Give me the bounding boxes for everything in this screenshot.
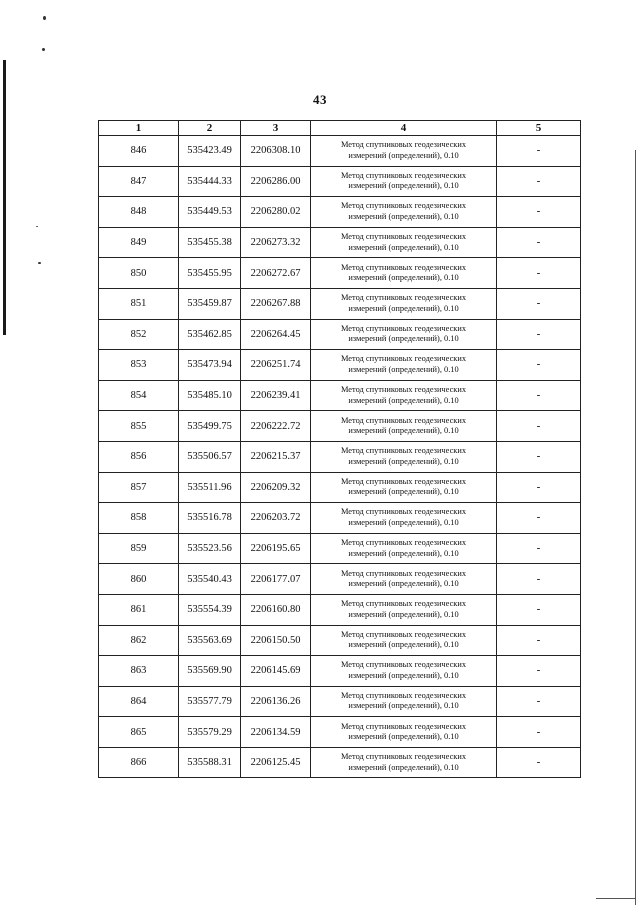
x-coordinate-cell: 535563.69 [179,625,241,656]
method-text-line: измерений (определений), 0.10 [348,242,459,252]
x-coordinate-cell: 535579.29 [179,717,241,748]
point-number-cell: 854 [99,380,179,411]
description-cell: - [497,411,581,442]
point-number-cell: 852 [99,319,179,350]
method-text-line: Метод спутниковых геодезических [340,660,467,670]
table-header-row [99,121,581,136]
scan-speck [36,226,38,227]
y-coordinate-cell: 2206145.69 [241,656,311,687]
table-row [99,227,581,258]
description-cell: - [497,656,581,687]
method-text-line: измерений (определений), 0.10 [348,395,459,405]
method-text-line: Метод спутниковых геодезических [340,476,467,486]
description-cell: - [497,319,581,350]
point-number-cell: 848 [99,197,179,228]
method-text-line: измерений (определений), 0.10 [348,273,459,283]
method-cell [311,747,497,778]
method-cell [311,533,497,564]
column-header: 4 [311,121,497,136]
table-row [99,380,581,411]
point-number-cell: 862 [99,625,179,656]
table-row [99,197,581,228]
description-cell: - [497,166,581,197]
table-row [99,166,581,197]
x-coordinate-cell: 535485.10 [179,380,241,411]
method-text-line: Метод спутниковых геодезических [340,538,467,548]
method-text-line: Метод спутниковых геодезических [340,690,467,700]
method-text-line: Метод спутниковых геодезических [340,262,467,272]
method-cell [311,411,497,442]
method-cell [311,625,497,656]
point-number-cell: 861 [99,594,179,625]
x-coordinate-cell: 535540.43 [179,564,241,595]
coordinates-table [98,120,581,778]
point-number-cell: 859 [99,533,179,564]
method-text-line: Метод спутниковых геодезических [340,415,467,425]
table-row [99,594,581,625]
method-text-line: измерений (определений), 0.10 [348,609,459,619]
method-text-line: измерений (определений), 0.10 [348,670,459,680]
method-cell [311,288,497,319]
x-coordinate-cell: 535423.49 [179,136,241,167]
y-coordinate-cell: 2206286.00 [241,166,311,197]
method-text-line: измерений (определений), 0.10 [348,732,459,742]
table-row [99,441,581,472]
point-number-cell: 851 [99,288,179,319]
y-coordinate-cell: 2206203.72 [241,503,311,534]
point-number-cell: 864 [99,686,179,717]
y-coordinate-cell: 2206267.88 [241,288,311,319]
x-coordinate-cell: 535459.87 [179,288,241,319]
method-cell [311,472,497,503]
scan-speck [42,48,45,51]
table-row [99,350,581,381]
method-cell [311,197,497,228]
y-coordinate-cell: 2206160.80 [241,594,311,625]
point-number-cell: 865 [99,717,179,748]
method-text-line: измерений (определений), 0.10 [348,211,459,221]
method-text-line: измерений (определений), 0.10 [348,548,459,558]
description-cell: - [497,136,581,167]
scan-edge-line [635,150,636,905]
method-cell [311,319,497,350]
table-row [99,625,581,656]
x-coordinate-cell: 535588.31 [179,747,241,778]
scan-speck [43,16,46,20]
y-coordinate-cell: 2206222.72 [241,411,311,442]
table-row [99,411,581,442]
y-coordinate-cell: 2206150.50 [241,625,311,656]
method-text-line: Метод спутниковых геодезических [340,232,467,242]
method-cell [311,166,497,197]
method-text-line: Метод спутниковых геодезических [340,170,467,180]
x-coordinate-cell: 535511.96 [179,472,241,503]
column-header: 1 [99,121,179,136]
method-text-line: Метод спутниковых геодезических [340,140,467,150]
description-cell: - [497,686,581,717]
x-coordinate-cell: 535516.78 [179,503,241,534]
scan-edge-line [596,898,636,899]
description-cell: - [497,197,581,228]
x-coordinate-cell: 535577.79 [179,686,241,717]
y-coordinate-cell: 2206308.10 [241,136,311,167]
method-text-line: Метод спутниковых геодезических [340,293,467,303]
description-cell: - [497,503,581,534]
point-number-cell: 846 [99,136,179,167]
method-text-line: Метод спутниковых геодезических [340,752,467,762]
y-coordinate-cell: 2206125.45 [241,747,311,778]
point-number-cell: 847 [99,166,179,197]
description-cell: - [497,747,581,778]
method-text-line: измерений (определений), 0.10 [348,303,459,313]
x-coordinate-cell: 535569.90 [179,656,241,687]
point-number-cell: 856 [99,441,179,472]
method-text-line: измерений (определений), 0.10 [348,487,459,497]
point-number-cell: 857 [99,472,179,503]
y-coordinate-cell: 2206239.41 [241,380,311,411]
table-row [99,686,581,717]
table-row [99,533,581,564]
method-text-line: Метод спутниковых геодезических [340,201,467,211]
x-coordinate-cell: 535499.75 [179,411,241,442]
table-row [99,656,581,687]
method-text-line: измерений (определений), 0.10 [348,517,459,527]
method-text-line: Метод спутниковых геодезических [340,599,467,609]
method-text-line: измерений (определений), 0.10 [348,640,459,650]
method-cell [311,227,497,258]
point-number-cell: 849 [99,227,179,258]
description-cell: - [497,441,581,472]
description-cell: - [497,288,581,319]
method-cell [311,656,497,687]
description-cell: - [497,227,581,258]
x-coordinate-cell: 535449.53 [179,197,241,228]
x-coordinate-cell: 535506.57 [179,441,241,472]
y-coordinate-cell: 2206273.32 [241,227,311,258]
method-cell [311,380,497,411]
description-cell: - [497,625,581,656]
column-header: 3 [241,121,311,136]
method-text-line: Метод спутниковых геодезических [340,721,467,731]
x-coordinate-cell: 535554.39 [179,594,241,625]
y-coordinate-cell: 2206177.07 [241,564,311,595]
point-number-cell: 860 [99,564,179,595]
method-cell [311,350,497,381]
x-coordinate-cell: 535455.95 [179,258,241,289]
method-text-line: измерений (определений), 0.10 [348,762,459,772]
description-cell: - [497,533,581,564]
description-cell: - [497,380,581,411]
method-text-line: Метод спутниковых геодезических [340,385,467,395]
y-coordinate-cell: 2206215.37 [241,441,311,472]
method-text-line: измерений (определений), 0.10 [348,579,459,589]
point-number-cell: 853 [99,350,179,381]
method-text-line: Метод спутниковых геодезических [340,446,467,456]
x-coordinate-cell: 535444.33 [179,166,241,197]
y-coordinate-cell: 2206272.67 [241,258,311,289]
column-header: 5 [497,121,581,136]
description-cell: - [497,258,581,289]
x-coordinate-cell: 535523.56 [179,533,241,564]
description-cell: - [497,717,581,748]
y-coordinate-cell: 2206195.65 [241,533,311,564]
table-row [99,503,581,534]
table-row [99,136,581,167]
x-coordinate-cell: 535473.94 [179,350,241,381]
method-text-line: измерений (определений), 0.10 [348,364,459,374]
method-text-line: измерений (определений), 0.10 [348,701,459,711]
method-cell [311,136,497,167]
table-row [99,258,581,289]
method-cell [311,258,497,289]
point-number-cell: 863 [99,656,179,687]
y-coordinate-cell: 2206209.32 [241,472,311,503]
method-text-line: Метод спутниковых геодезических [340,629,467,639]
method-text-line: измерений (определений), 0.10 [348,150,459,160]
method-text-line: измерений (определений), 0.10 [348,181,459,191]
method-text-line: измерений (определений), 0.10 [348,334,459,344]
method-cell [311,503,497,534]
y-coordinate-cell: 2206136.26 [241,686,311,717]
table-row [99,564,581,595]
method-text-line: Метод спутниковых геодезических [340,568,467,578]
description-cell: - [497,594,581,625]
description-cell: - [497,564,581,595]
table-row [99,288,581,319]
method-text-line: измерений (определений), 0.10 [348,456,459,466]
method-text-line: Метод спутниковых геодезических [340,323,467,333]
point-number-cell: 858 [99,503,179,534]
scan-speck [38,262,41,264]
method-cell [311,441,497,472]
table-row [99,717,581,748]
page-number: 43 [313,92,327,107]
y-coordinate-cell: 2206251.74 [241,350,311,381]
method-text-line: Метод спутниковых геодезических [340,507,467,517]
method-cell [311,717,497,748]
y-coordinate-cell: 2206134.59 [241,717,311,748]
x-coordinate-cell: 535462.85 [179,319,241,350]
description-cell: - [497,350,581,381]
table-row [99,472,581,503]
point-number-cell: 866 [99,747,179,778]
method-cell [311,594,497,625]
y-coordinate-cell: 2206280.02 [241,197,311,228]
table-row [99,747,581,778]
description-cell: - [497,472,581,503]
table-row [99,319,581,350]
point-number-cell: 850 [99,258,179,289]
method-cell [311,686,497,717]
method-text-line: измерений (определений), 0.10 [348,426,459,436]
x-coordinate-cell: 535455.38 [179,227,241,258]
column-header: 2 [179,121,241,136]
method-cell [311,564,497,595]
y-coordinate-cell: 2206264.45 [241,319,311,350]
point-number-cell: 855 [99,411,179,442]
method-text-line: Метод спутниковых геодезических [340,354,467,364]
